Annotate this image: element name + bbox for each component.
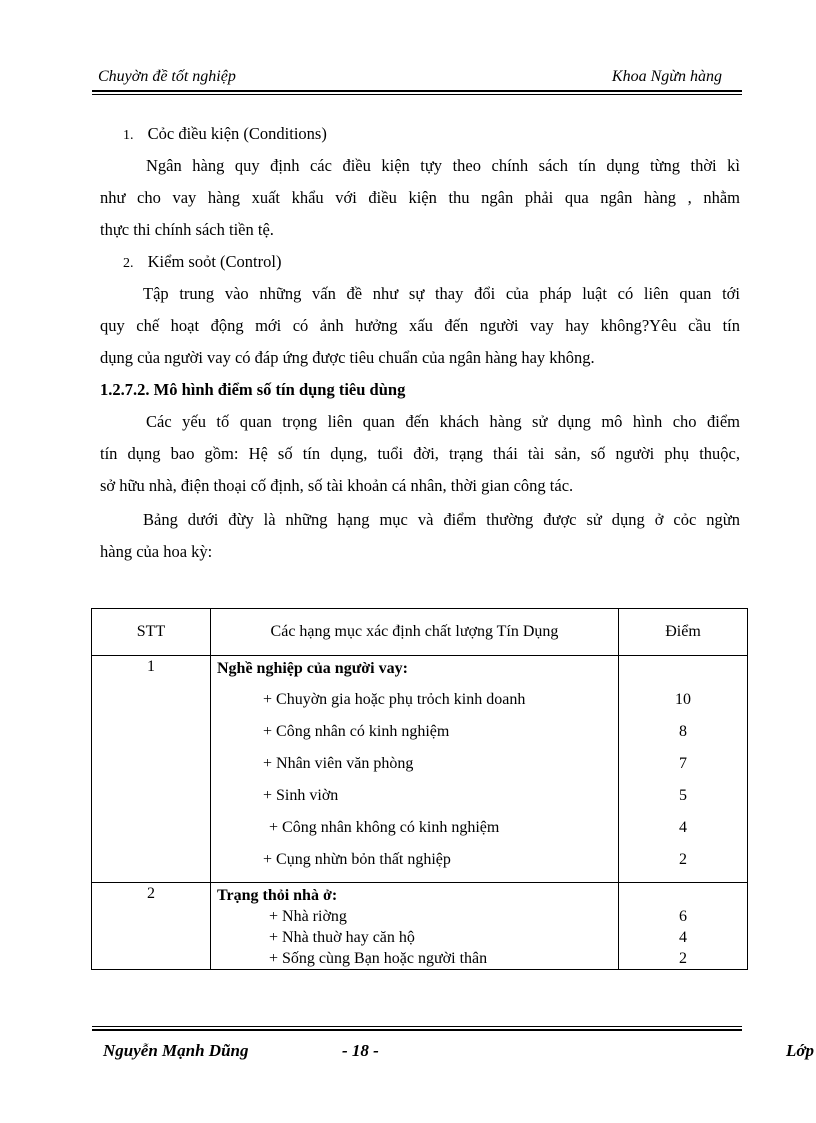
paragraph-line: sở hữu nhà, điện thoại cố định, số tài khoản cá nhân, thời gian công tác. xyxy=(100,476,574,495)
footer-author: Nguyễn Mạnh Dũng xyxy=(103,1041,249,1060)
header-rule-thin xyxy=(92,94,742,95)
list-number: 2. xyxy=(123,256,134,271)
section-heading: 1.2.7.2. Mô hình điểm số tín dụng tiêu dùng xyxy=(100,380,406,399)
paragraph-line: hàng của hoa kỳ: xyxy=(100,542,213,561)
score-value: 5 xyxy=(679,787,687,804)
score-value: 2 xyxy=(679,950,687,967)
group-title: Trạng thỏi nhà ở: xyxy=(217,887,338,904)
row-stt: 2 xyxy=(92,883,211,970)
list-item: + Công nhân không có kinh nghiệm xyxy=(269,819,500,836)
score-value: 6 xyxy=(679,908,687,925)
score-value: 8 xyxy=(679,723,687,740)
list-item: + Sinh viờn xyxy=(263,787,339,804)
paragraph-line: Ngân hàng quy định các điều kiện tựy theo chính sách tín dụng từng thời kì xyxy=(146,156,740,175)
score-value: 10 xyxy=(675,691,691,708)
table-row xyxy=(92,656,748,883)
paragraph-line: Bảng dưới đừy là những hạng mục và điểm thường được sử dụng ở cỏc ngừn xyxy=(143,510,740,529)
score-value: 2 xyxy=(679,851,687,868)
header-stt: STT xyxy=(92,609,211,656)
row-scores xyxy=(619,883,748,970)
table-header-row xyxy=(92,609,748,656)
footer-rule xyxy=(92,1029,742,1031)
list-item: + Nhà riờng xyxy=(269,908,347,925)
list-item-title: Kiểm soỏt (Control) xyxy=(147,252,282,271)
footer-rule-thin xyxy=(92,1026,742,1027)
header-rule xyxy=(92,90,742,92)
score-value: 4 xyxy=(679,819,687,836)
row-scores xyxy=(619,656,748,883)
list-number: 1. xyxy=(123,128,134,143)
running-header-left: Chuyờn đề tốt nghiệp xyxy=(98,68,236,85)
list-item: + Nhà thuờ hay căn hộ xyxy=(269,929,415,946)
list-item-control xyxy=(123,252,281,272)
list-item: + Nhân viên văn phòng xyxy=(263,755,414,772)
list-item: + Sống cùng Bạn hoặc người thân xyxy=(269,950,488,967)
paragraph-line: thực thi chính sách tiền tệ. xyxy=(100,220,274,239)
header-score: Điểm xyxy=(619,609,748,656)
paragraph-line: dụng của người vay có đáp ứng được tiêu chuẩn của ngân hàng hay không. xyxy=(100,348,595,367)
table-row xyxy=(92,883,748,970)
paragraph-line: Các yếu tố quan trọng liên quan đến khách hàng sử dụng mô hình cho điểm xyxy=(146,412,740,431)
list-item-title: Cỏc điều kiện (Conditions) xyxy=(147,124,327,143)
score-value: 4 xyxy=(679,929,687,946)
page-number: - 18 - xyxy=(342,1041,379,1060)
paragraph-line: quy chế hoạt động mới có ảnh hưởng xấu đến người vay hay không?Yêu cầu tín xyxy=(100,316,740,335)
score-value: 7 xyxy=(679,755,687,772)
row-category xyxy=(211,656,619,883)
header-category: Các hạng mục xác định chất lượng Tín Dụng xyxy=(211,609,619,656)
paragraph-line: tín dụng bao gồm: Hệ số tín dụng, tuổi đời, trạng thái tài sản, số người phụ thuộc, xyxy=(100,444,740,463)
paragraph-line: như cho vay hàng xuất khẩu với điều kiện thu ngân phải qua ngân hàng , nhằm xyxy=(100,188,740,207)
list-item: + Chuyờn gia hoặc phụ trỏch kinh doanh xyxy=(263,691,526,708)
footer-class: Lớp xyxy=(786,1041,815,1060)
list-item-conditions xyxy=(123,124,327,144)
paragraph-line: Tập trung vào những vấn đề như sự thay đổi của pháp luật có liên quan tới xyxy=(143,284,740,303)
running-header-right: Khoa Ngừn hàng xyxy=(611,68,722,85)
row-category xyxy=(211,883,619,970)
credit-score-table xyxy=(91,608,748,970)
list-item: + Cụng nhừn bỏn thất nghiệp xyxy=(263,851,451,868)
list-item: + Công nhân có kinh nghiệm xyxy=(263,723,450,740)
group-title: Nghề nghiệp của người vay: xyxy=(217,660,408,677)
row-stt: 1 xyxy=(92,656,211,883)
